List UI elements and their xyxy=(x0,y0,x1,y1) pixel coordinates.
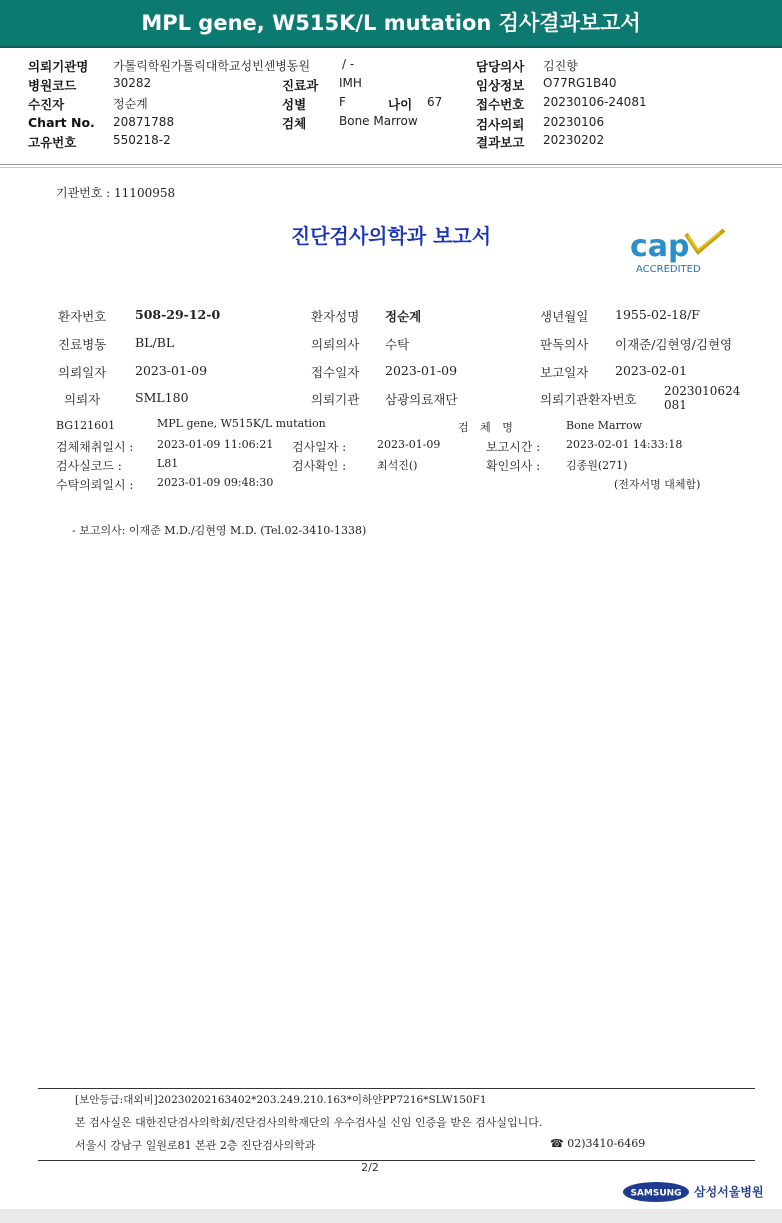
clinical-value: O77RG1B40 xyxy=(543,76,617,90)
footer-top-rule xyxy=(38,1088,755,1089)
report-time-value: 2023-02-01 14:33:18 xyxy=(566,438,683,451)
institution-number: 기관번호 : 11100958 xyxy=(56,186,176,200)
unique-label: 고유번호 xyxy=(28,135,77,150)
report-heading: 진단검사의학과 보고서 xyxy=(290,224,492,248)
cap-accredited-text: ACCREDITED xyxy=(636,264,701,275)
patient-table-label: 진료병동 xyxy=(58,337,107,352)
address-line: 서울시 강남구 일원로81 본관 2층 진단검사의학과 xyxy=(75,1139,316,1152)
ward-value: / - xyxy=(342,57,355,71)
unique-value: 550218-2 xyxy=(113,133,171,147)
dept-label: 진료과 xyxy=(282,78,319,93)
test-name: MPL gene, W515K/L mutation xyxy=(157,417,326,430)
page-number: 2/2 xyxy=(361,1161,379,1174)
sex-label: 성별 xyxy=(282,97,307,112)
patient-table-value: 2023-01-09 xyxy=(135,363,208,378)
patient-table-value: 정순계 xyxy=(385,309,422,324)
accession-value: 20230106-24081 xyxy=(543,95,647,109)
test-date-label: 검사일자 : xyxy=(292,440,347,454)
result-label: 결과보고 xyxy=(476,135,525,150)
cap-accredited-logo xyxy=(626,226,730,278)
patient-table-value: SML180 xyxy=(135,390,189,405)
consign-label: 수탁의뢰일시 : xyxy=(56,478,134,492)
patient-table-value: 수탁 xyxy=(385,337,410,352)
lab-code-value: L81 xyxy=(157,457,179,470)
request-value: 20230106 xyxy=(543,115,605,129)
req-org-value: 가톨릭학원가톨릭대학교성빈센병동원 xyxy=(113,59,311,73)
clinical-label: 임상정보 xyxy=(476,78,525,93)
hospital-name: 삼성서울병원 xyxy=(694,1185,764,1199)
test-code: BG121601 xyxy=(56,419,116,432)
confirm-label: 검사확인 : xyxy=(292,459,347,473)
consign-value: 2023-01-09 09:48:30 xyxy=(157,476,274,489)
sex-value: F xyxy=(339,95,346,109)
hospital-code-value: 30282 xyxy=(113,76,152,90)
patient-table-label: 의뢰자 xyxy=(64,392,101,407)
receiver-value: 정순계 xyxy=(113,97,148,111)
collect-label: 검체채취일시 : xyxy=(56,440,134,454)
patient-table-value: 삼광의료재단 xyxy=(385,392,458,407)
patient-table-value: 2023-01-09 xyxy=(385,363,458,378)
certification-line: 본 검사실은 대한진단검사의학회/진단검사의학재단의 우수검사실 신임 인증을 받은 검사실입니다. xyxy=(75,1116,543,1129)
chart-label: Chart No. xyxy=(28,115,95,130)
dept-value: IMH xyxy=(339,76,362,90)
chart-value: 20871788 xyxy=(113,115,175,129)
verify-value: 김종원(271) xyxy=(566,459,628,472)
specimen-value: Bone Marrow xyxy=(339,114,418,128)
samsung-logo xyxy=(622,1181,690,1203)
specimen-label: 검체 xyxy=(282,116,307,131)
patient-table-label: 환자성명 xyxy=(311,309,360,324)
result-value: 20230202 xyxy=(543,133,605,147)
bottom-band xyxy=(0,1209,782,1223)
specimen-name-value: Bone Marrow xyxy=(566,419,643,432)
lab-code-label: 검사실코드 : xyxy=(56,459,122,473)
doctor-label: 담당의사 xyxy=(476,59,525,74)
patient-table-label: 판독의사 xyxy=(540,337,589,352)
patient-table-label: 의뢰의사 xyxy=(311,337,360,352)
age-value: 67 xyxy=(427,95,443,109)
patient-table-label: 의뢰기관환자번호 xyxy=(540,392,637,407)
patient-table-value: 508-29-12-0 xyxy=(135,307,221,322)
samsung-logo-text: SAMSUNG xyxy=(630,1188,682,1199)
doctor-value: 김진향 xyxy=(543,59,578,73)
patient-table-label: 접수일자 xyxy=(311,365,360,380)
patient-table-label: 생년월일 xyxy=(540,309,589,324)
report-time-label: 보고시간 : xyxy=(486,440,541,454)
cap-logo-text: cap xyxy=(630,229,690,264)
patient-table-value: 1955-02-18/F xyxy=(615,307,700,322)
patient-table-value: 이재준/김현영/김현영 xyxy=(615,337,733,352)
report-title: MPL gene, W515K/L mutation 검사결과보고서 xyxy=(141,11,641,35)
age-label: 나이 xyxy=(388,97,413,112)
req-org-label: 의뢰기관명 xyxy=(28,59,89,74)
reporting-physician: - 보고의사: 이재준 M.D./김현영 M.D. (Tel.02-3410-1338) xyxy=(72,524,367,537)
security-line: [보안등급:대외비]20230202163402*203.249.210.163*이하얀PP7216*SLW150F1 xyxy=(75,1094,487,1106)
patient-table-label: 의뢰일자 xyxy=(58,365,107,380)
patient-table-label: 환자번호 xyxy=(58,309,107,324)
phone-line: ☎ 02)3410-6469 xyxy=(550,1137,646,1150)
patient-table-label: 보고일자 xyxy=(540,365,589,380)
header-divider xyxy=(0,164,782,165)
cap-logo-icon xyxy=(626,226,730,278)
specimen-name-label: 검 체 명 xyxy=(458,421,517,434)
confirm-value: 최석진() xyxy=(377,459,418,472)
collect-value: 2023-01-09 11:06:21 xyxy=(157,438,274,451)
patient-table-value: 2023-02-01 xyxy=(615,363,688,378)
patient-table-label: 의뢰기관 xyxy=(311,392,360,407)
header-divider-2 xyxy=(0,167,782,168)
hospital-code-label: 병원코드 xyxy=(28,78,77,93)
patient-table-value: 2023010624081 xyxy=(664,384,741,412)
accession-label: 접수번호 xyxy=(476,97,525,112)
patient-table-value: BL/BL xyxy=(135,335,175,350)
test-date-value: 2023-01-09 xyxy=(377,438,441,451)
request-label: 검사의뢰 xyxy=(476,117,525,132)
verify-label: 확인의사 : xyxy=(486,459,541,473)
samsung-logo-icon xyxy=(622,1181,690,1203)
esign-note: (전자서명 대체함) xyxy=(614,478,701,491)
receiver-label: 수진자 xyxy=(28,97,65,112)
